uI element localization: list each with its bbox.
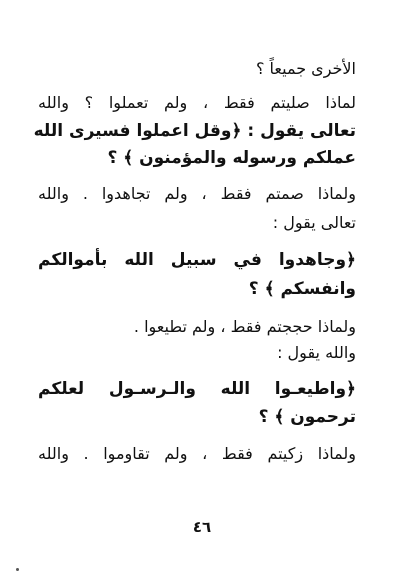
text-line: والله يقول :	[277, 343, 356, 362]
scan-speck	[16, 568, 19, 571]
quran-verse-line: ترحمون ﴾ ؟	[258, 407, 356, 427]
text-line: الأخرى جميعاً ؟	[255, 59, 356, 78]
text-line: ولماذا حججتم فقط ، ولم تطيعوا .	[133, 317, 356, 336]
quran-verse-line: تعالى يقول : ﴿وقل اعملوا فسيرى الله	[33, 121, 356, 141]
quran-verse-line: وانفسكم ﴾ ؟	[248, 279, 356, 299]
text-line: ولماذا زكيتم فقط ، ولم تقاوموا . والله	[38, 444, 356, 463]
page-number: ٤٦	[192, 518, 212, 536]
text-line: لماذا صليتم فقط ، ولم تعملوا ؟ والله	[38, 93, 356, 112]
text-line: ولماذا صمتم فقط ، ولم تجاهدوا . والله	[38, 184, 356, 203]
quran-verse-line: ﴿وجاهدوا في سبيل الله بأموالكم	[38, 250, 356, 270]
text-line: تعالى يقول :	[272, 213, 356, 232]
quran-verse-line: ﴿واطيعـوا الله والـرسـول لعلكم	[38, 379, 356, 399]
quran-verse-line: عملكم ورسوله والمؤمنون ﴾ ؟	[107, 148, 356, 168]
